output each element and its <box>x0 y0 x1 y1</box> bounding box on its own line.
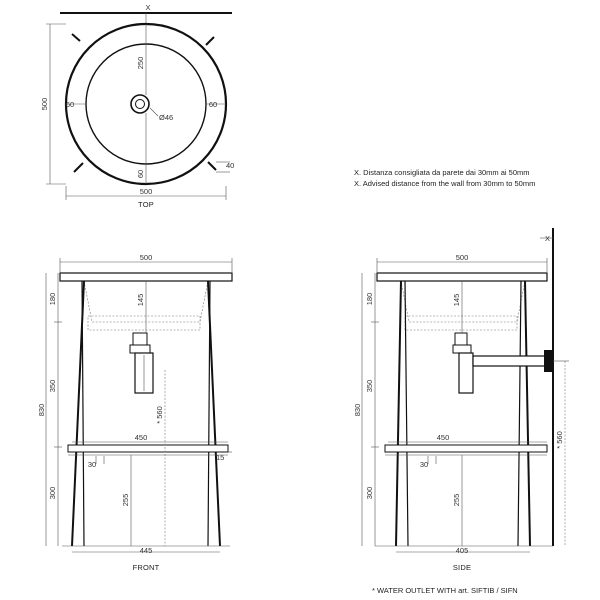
side-dim-mid-height: 350 <box>365 379 374 393</box>
front-dim-drain-depth: 145 <box>136 293 145 307</box>
front-dim-top-width: 500 <box>139 253 153 262</box>
drain-hole <box>136 100 145 109</box>
side-leg-right <box>525 281 530 546</box>
front-dim-base-height: 300 <box>48 486 57 500</box>
side-dim-base-width: 405 <box>455 546 469 555</box>
side-outlet-pipe <box>473 356 546 366</box>
front-shelf <box>68 445 228 452</box>
side-shelf <box>385 445 547 452</box>
front-dim-shelf-thickness: 15 <box>216 453 225 462</box>
dim-bottom-offset: 60 <box>136 169 145 179</box>
side-dim-basin-height: 180 <box>365 292 374 306</box>
dim-top-height: 500 <box>40 97 49 111</box>
side-dim-base-height: 300 <box>365 486 374 500</box>
leg-stub-tl <box>72 34 80 41</box>
wall-marker-top: X <box>145 3 151 12</box>
dim-right-offset: 60 <box>208 100 218 109</box>
dim-left-offset: 60 <box>65 100 75 109</box>
front-dim-floor-to-shelf: 255 <box>121 493 130 507</box>
front-view <box>37 253 232 572</box>
front-view-label: FRONT <box>132 563 160 572</box>
note-italian: X. Distanza consigliata da parete dai 30mm ai 50mm <box>354 168 530 177</box>
footnote: * WATER OUTLET WITH art. SIFTIB / SIFN <box>372 586 518 595</box>
side-dim-outlet-height: * 560 <box>555 431 564 449</box>
front-dim-shelf-inset: 30 <box>87 460 97 469</box>
front-bowl-base <box>88 316 200 330</box>
dim-top-width: 500 <box>139 187 153 196</box>
front-dim-mid-height: 350 <box>48 379 57 393</box>
side-view-label: SIDE <box>452 563 472 572</box>
side-dim-drain-depth: 145 <box>452 293 461 307</box>
side-dim-total-height: 830 <box>353 403 362 417</box>
front-dim-base-width: 445 <box>139 546 153 555</box>
top-view-label: TOP <box>138 200 154 209</box>
front-dim-outlet-height: * 560 <box>155 406 164 424</box>
dim-foot-size: 40 <box>226 161 235 170</box>
side-leg-left <box>396 281 401 546</box>
leg-stub-bl <box>74 163 83 172</box>
side-view <box>353 228 569 572</box>
side-dim-floor-to-shelf: 255 <box>452 493 461 507</box>
drain-diameter: Ø46 <box>159 113 174 122</box>
front-siphon-top <box>133 333 147 345</box>
side-dim-shelf-width: 450 <box>436 433 450 442</box>
notes <box>354 168 535 188</box>
leg-stub-br <box>208 162 216 170</box>
side-outlet-flange <box>544 350 553 372</box>
leg-stub-tr <box>206 37 214 45</box>
side-dim-shelf-inset: 30 <box>419 460 429 469</box>
top-view <box>40 3 234 209</box>
side-dim-top-width: 500 <box>455 253 469 262</box>
note-english: X. Advised distance from the wall from 30mm to 50mm <box>354 179 536 188</box>
wall-marker-side: X <box>545 234 551 243</box>
side-top-slab <box>377 273 547 281</box>
front-dim-total-height: 830 <box>37 403 46 417</box>
dim-drain-distance: 250 <box>136 56 145 70</box>
front-dim-basin-height: 180 <box>48 292 57 306</box>
front-top-slab <box>60 273 232 281</box>
front-dim-shelf-width: 450 <box>134 433 148 442</box>
side-siphon-body <box>459 353 473 393</box>
